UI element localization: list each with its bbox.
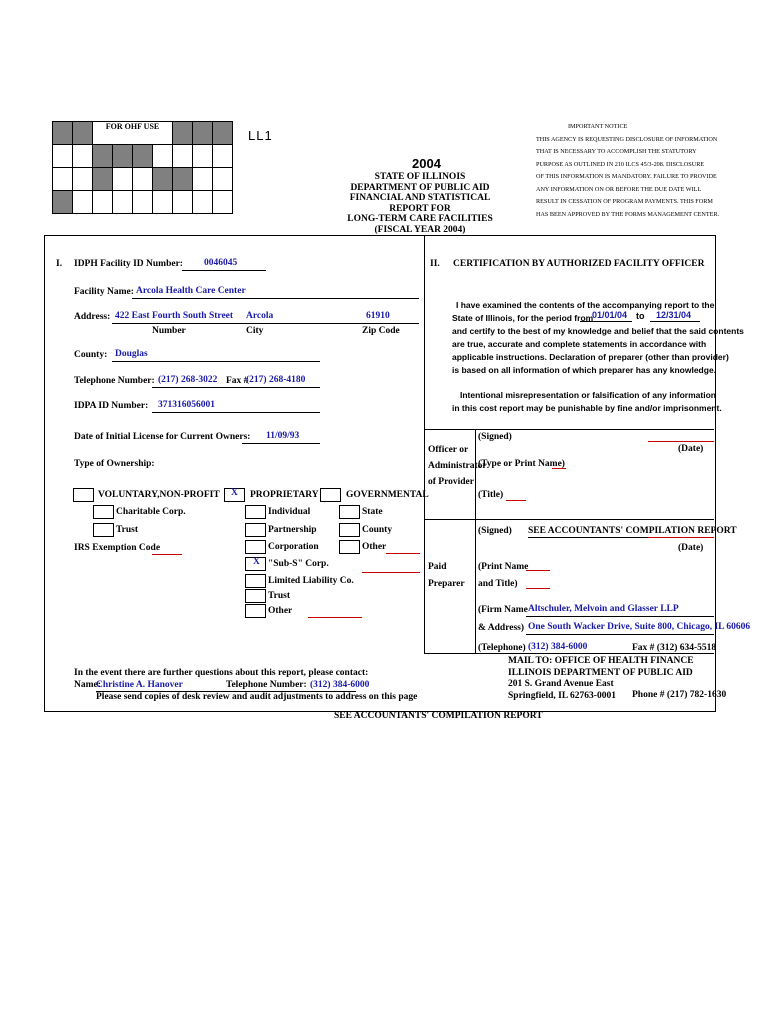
llc-checkbox[interactable] [245, 574, 266, 588]
city-caption: City [246, 326, 264, 336]
proprietary-mark: X [231, 488, 238, 498]
period-from[interactable]: 01/01/04 [592, 310, 628, 320]
signed-label: (Signed) [478, 432, 512, 442]
irs-label: IRS Exemption Code [74, 543, 161, 553]
print-name-field[interactable] [526, 570, 550, 571]
voluntary-label: VOLUNTARY,NON-PROFIT [98, 490, 220, 500]
officer-label: Officer or Administrator of Provider [428, 445, 487, 487]
county-type-label: County [362, 525, 393, 535]
cert-line-3: and certify to the best of my knowledge and belief that the said contents [452, 326, 744, 336]
trust2-checkbox[interactable] [245, 589, 266, 603]
section-divider-lower [424, 519, 425, 654]
subs-mark: X [253, 557, 260, 567]
mail-to: MAIL TO: OFFICE OF HEALTH FINANCE ILLINOIS DEPARTMENT OF PUBLIC AID 201 S. Grand Avenue East Springfield, IL 62763-0001 [508, 656, 694, 701]
irs-field[interactable] [152, 554, 182, 555]
mail-phone: Phone # (217) 782-1630 [632, 690, 727, 700]
print-name-label: (Print Name and Title) [478, 562, 529, 589]
county-label: County: [74, 350, 108, 360]
other-field[interactable] [308, 617, 362, 618]
license-label: Date of Initial License for Current Owners: [74, 432, 251, 442]
charitable-label: Charitable Corp. [116, 507, 186, 517]
cert-line-4: are true, accurate and complete statements in accordance with [452, 339, 707, 349]
preparer-divider [424, 653, 714, 654]
proprietary-label: PROPRIETARY [250, 490, 319, 500]
period-to[interactable]: 12/31/04 [656, 310, 692, 320]
firm-name-value[interactable]: Altschuler, Melvoin and Glasser LLP [528, 604, 679, 614]
contact-name-label: Name: [74, 680, 101, 690]
state-label: State [362, 507, 383, 517]
street-value[interactable]: 422 East Fourth South Street [115, 311, 234, 321]
certification-heading: CERTIFICATION BY AUTHORIZED FACILITY OFFICER [453, 259, 705, 269]
signed2-value[interactable]: SEE ACCOUNTANTS' COMPILATION REPORT [528, 526, 737, 536]
individual-checkbox[interactable] [245, 505, 266, 519]
form-title: STATE OF ILLINOIS DEPARTMENT OF PUBLIC AID FINANCIAL AND STATISTICAL REPORT FOR LONG-TERM CARE FACILITIES (FISCAL YEAR 2004) [347, 172, 493, 235]
questions-line: In the event there are further questions about this report, please contact: [74, 668, 369, 678]
footer-compilation: SEE ACCOUNTANTS' COMPILATION REPORT [334, 711, 543, 721]
other2-label: Other [362, 542, 387, 552]
fax-value[interactable]: (217) 268-4180 [246, 375, 306, 385]
contact-phone-label: Telephone Number: [226, 680, 307, 690]
cert-line-1: I have examined the contents of the accompanying report to the [456, 300, 715, 310]
address-label: Address: [74, 312, 111, 322]
zip-caption: Zip Code [362, 326, 400, 336]
telephone-value[interactable]: (312) 384-6000 [528, 642, 588, 652]
date2-label: (Date) [678, 543, 704, 553]
license-value[interactable]: 11/09/93 [266, 431, 300, 441]
type-print-label: (Type or Print Name) [478, 459, 565, 469]
paid-preparer-label: Paid Preparer [428, 562, 465, 589]
for-ohf-use-label: FOR OHF USE [93, 122, 173, 145]
voluntary-checkbox[interactable] [73, 488, 94, 502]
firm-address-value[interactable]: One South Wacker Drive, Suite 800, Chicago, IL 60606 [528, 622, 751, 632]
number-caption: Number [152, 326, 186, 336]
trust-checkbox[interactable] [93, 523, 114, 537]
trust-label: Trust [116, 525, 138, 535]
section-divider [424, 235, 425, 520]
partnership-label: Partnership [268, 525, 317, 535]
period-to-word: to [636, 311, 645, 321]
section-divider-h [424, 519, 714, 520]
cert-line-6: is based on all information of which preparer has any knowledge. [452, 365, 717, 375]
idph-label: IDPH Facility ID Number: [74, 259, 183, 269]
county-value[interactable]: Douglas [115, 349, 148, 359]
other2-checkbox[interactable] [339, 540, 360, 554]
firm-address-label: & Address) [478, 623, 525, 633]
officer-top-rule [424, 429, 714, 430]
date-label: (Date) [678, 444, 704, 454]
important-notice: IMPORTANT NOTICE THIS AGENCY IS REQUESTING DISCLOSURE OF INFORMATION THAT IS NECESSARY TO ACCOMPLISH THE STATUTORY PURPOSE AS OUTLINED IN 210 ILCS 45/3-208. DISCLOSURE OF THIS INFORMATION IS MANDATORY. FAILURE TO PROVIDE ANY INFORMATION ON OR BEFORE THE DUE DATE WILL RESULT IN CESSATION OF PROGRAM PAYMENTS. THIS FORM HAS BEEN APPROVED BY THE FORMS MANAGEMENT CENTER. [536, 123, 720, 218]
fax-label: Fax # [226, 376, 249, 386]
signed2-label: (Signed) [478, 526, 512, 536]
signed-field[interactable] [648, 441, 714, 442]
firm-name-label: (Firm Name [478, 605, 528, 615]
facility-name-value[interactable]: Arcola Health Care Center [136, 286, 246, 296]
type-print-field[interactable] [552, 468, 566, 469]
individual-label: Individual [268, 507, 311, 517]
cert-line-5: applicable instructions. Declaration of preparer (other than provider) [452, 352, 729, 362]
facility-name-label: Facility Name: [74, 287, 134, 297]
section-two-numeral: II. [430, 259, 440, 269]
form-code: LL1 [248, 128, 273, 143]
county-checkbox[interactable] [339, 523, 360, 537]
form-year: 2004 [412, 156, 441, 171]
title-field[interactable] [506, 500, 526, 501]
other2-field[interactable] [386, 553, 420, 554]
warning-line-1: Intentional misrepresentation or falsification of any information [460, 390, 716, 400]
subs-field[interactable] [362, 572, 420, 573]
llc-label: Limited Liability Co. [268, 576, 354, 586]
partnership-checkbox[interactable] [245, 523, 266, 537]
phone-label: Telephone Number: [74, 376, 155, 386]
trust2-label: Trust [268, 591, 290, 601]
contact-name-value[interactable]: Christine A. Hanover [96, 680, 183, 690]
subs-label: "Sub-S" Corp. [268, 559, 329, 569]
other-label: Other [268, 606, 293, 616]
cert-line-2: State of Illinois, for the period from [452, 313, 594, 323]
title-label: (Title) [478, 490, 504, 500]
corporation-checkbox[interactable] [245, 540, 266, 554]
desk-review-note: Please send copies of desk review and audit adjustments to address on this page [96, 692, 418, 702]
other-checkbox[interactable] [245, 604, 266, 618]
idph-value[interactable]: 0046045 [204, 258, 238, 268]
phone-value[interactable]: (217) 268-3022 [158, 375, 218, 385]
governmental-label: GOVERNMENTAL [346, 490, 429, 500]
telephone-label: (Telephone) [478, 643, 526, 653]
corporation-label: Corporation [268, 542, 319, 552]
warning-line-2: in this cost report may be punishable by fine and/or imprisonment. [452, 403, 722, 413]
idpa-value[interactable]: 371316056001 [158, 400, 215, 410]
idpa-label: IDPA ID Number: [74, 401, 149, 411]
state-checkbox[interactable] [339, 505, 360, 519]
ohf-use-grid [52, 121, 233, 214]
charitable-checkbox[interactable] [93, 505, 114, 519]
contact-phone-value[interactable]: (312) 384-6000 [310, 680, 370, 690]
ownership-label: Type of Ownership: [74, 459, 155, 469]
zip-value[interactable]: 61910 [366, 311, 390, 321]
section-one-numeral: I. [56, 259, 63, 269]
city-value[interactable]: Arcola [246, 311, 274, 321]
governmental-checkbox[interactable] [320, 488, 341, 502]
preparer-fax[interactable]: Fax # (312) 634-5518 [632, 643, 717, 653]
